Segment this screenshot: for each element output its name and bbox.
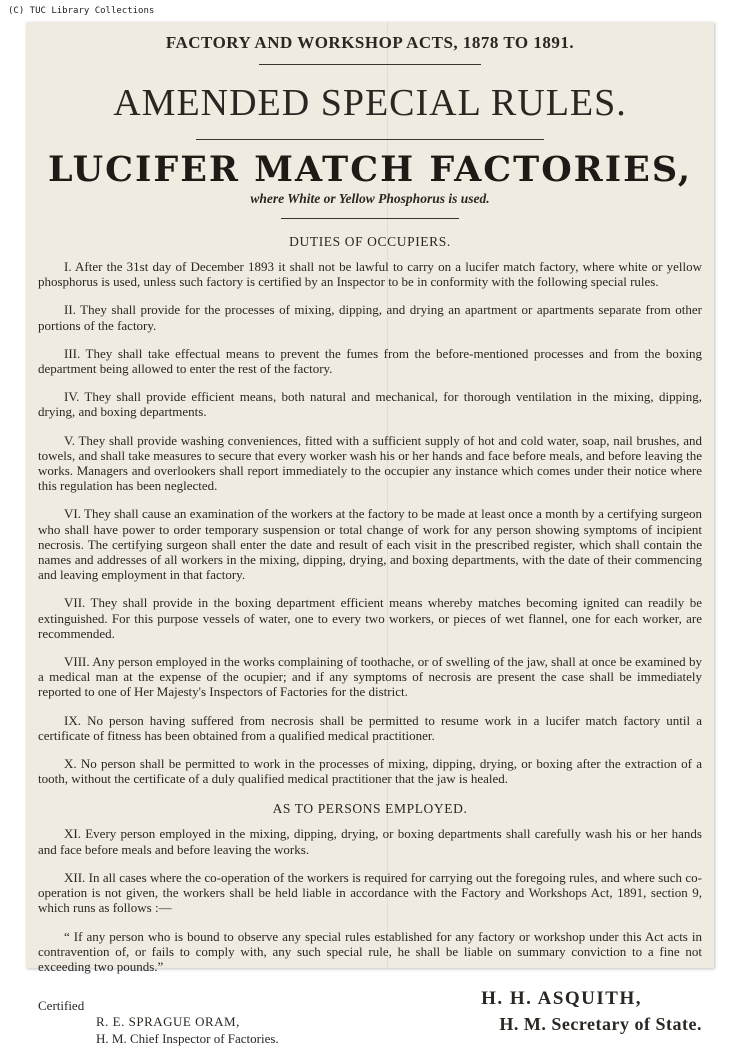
signature-block [38, 988, 702, 1058]
fold-crease [387, 22, 388, 968]
rule-1: I. After the 31st day of December 1893 it shall not be lawful to carry on a lucifer match factory, where white or yellow phosphorus is used, unless such factory is certified by an Inspector to be in conformity with the following special rules. [38, 259, 702, 290]
rule-4: IV. They shall provide efficient means, both natural and mechanical, for thorough ventilation in the mixing, dipping, drying, and boxing departments. [38, 389, 702, 420]
rule-11: XI. Every person employed in the mixing, dipping, drying, or boxing departments shall carefully wash his or her hands and face before meals and before leaving the works. [38, 826, 702, 857]
divider [196, 139, 544, 140]
rule-6: VI. They shall cause an examination of the workers at the factory to be made at least once a month by a certifying surgeon who shall have power to order temporary suspension or total change of work for any person showing symptoms of incipient necrosis. The certifying surgeon shall enter the date and result of each visit in the prescribed register, which shall contain the names and addresses of all workers in the mixing, dipping, drying, and boxing departments, with the date of their commencing and leaving employment in that factory. [38, 506, 702, 583]
rule-8: VIII. Any person employed in the works complaining of toothache, or of swelling of the jaw, shall at once be examined by a medical man at the expense of the ocupier; and if any symptoms of necrosis are present the case shall be immediately reported to one of Her Majesty's Inspectors of Factories for the district. [38, 654, 702, 700]
rule-10: X. No person shall be permitted to work in the processes of mixing, dipping, drying, or boxing after the extraction of a tooth, without the certificate of a duly qualified medical practitioner that the jaw is healed. [38, 756, 702, 787]
rule-3: III. They shall take effectual means to prevent the fumes from the before-mentioned processes and from the boxing department being allowed to enter the rest of the factory. [38, 345, 702, 377]
notice-sheet [26, 22, 714, 1047]
act-quotation: “ If any person who is bound to observe any special rules established for any factory or workshop under this Act acts in contravention of, or fails to comply with, any such special rule, he shall be liable on summary conviction to a fine not exceeding two pounds.” [38, 928, 702, 974]
act-title: FACTORY AND WORKSHOP ACTS, 1878 TO 1891. [165, 33, 575, 52]
rule-5: V. They shall provide washing conveniences, fitted with a sufficient supply of hot and cold water, soap, nail brushes, and towels, and shall take measures to secure that every worker wash his or her hands and face before meals, and before leaving the works. Managers and overlookers shall report immediately to the occupier any instance which comes under their notice where this regulation has been neglected. [38, 432, 702, 494]
copyright-credit: (C) TUC Library Collections [8, 6, 155, 16]
inspector-title: H. M. Chief Inspector of Factories. [96, 1031, 279, 1047]
inspector-name: R. E. SPRAGUE ORAM, [96, 1014, 240, 1030]
secretary-name: H. H. ASQUITH, [481, 988, 642, 1010]
rule-7: VII. They shall provide in the boxing department efficient means whereby matches becoming ignited can readily be extinguished. For this purpose vessels of water, one to every two workers, or pieces of wet flannel, one for each worker, are recommended. [38, 595, 702, 641]
factory-title: LUCIFER MATCH FACTORIES, [47, 149, 693, 190]
factory-subtitle: where White or Yellow Phosphorus is used. [250, 191, 490, 206]
rule-2: II. They shall provide for the processes of mixing, dipping, and drying an apartment or apartments separate from other portions of the factory. [38, 302, 702, 333]
certified-label: Certified [38, 998, 85, 1014]
secretary-title: H. M. Secretary of State. [499, 1014, 702, 1035]
divider [259, 64, 481, 65]
section-heading-persons: AS TO PERSONS EMPLOYED. [272, 801, 468, 817]
section-heading-occupiers: DUTIES OF OCCUPIERS. [289, 234, 451, 249]
main-title: AMENDED SPECIAL RULES. [113, 82, 627, 124]
rule-12: XII. In all cases where the co-operation of the workers is required for carrying out the foregoing rules, and where such co-operation is not given, the workers shall be held liable in accordance with the Factory and Workshops Act, 1891, section 9, which runs as follows :— [38, 869, 702, 916]
rule-9: IX. No person having suffered from necrosis shall be permitted to resume work in a lucifer match factory until a certificate of fitness has been obtained from a qualified medical practitioner. [38, 712, 702, 743]
divider [281, 218, 459, 219]
